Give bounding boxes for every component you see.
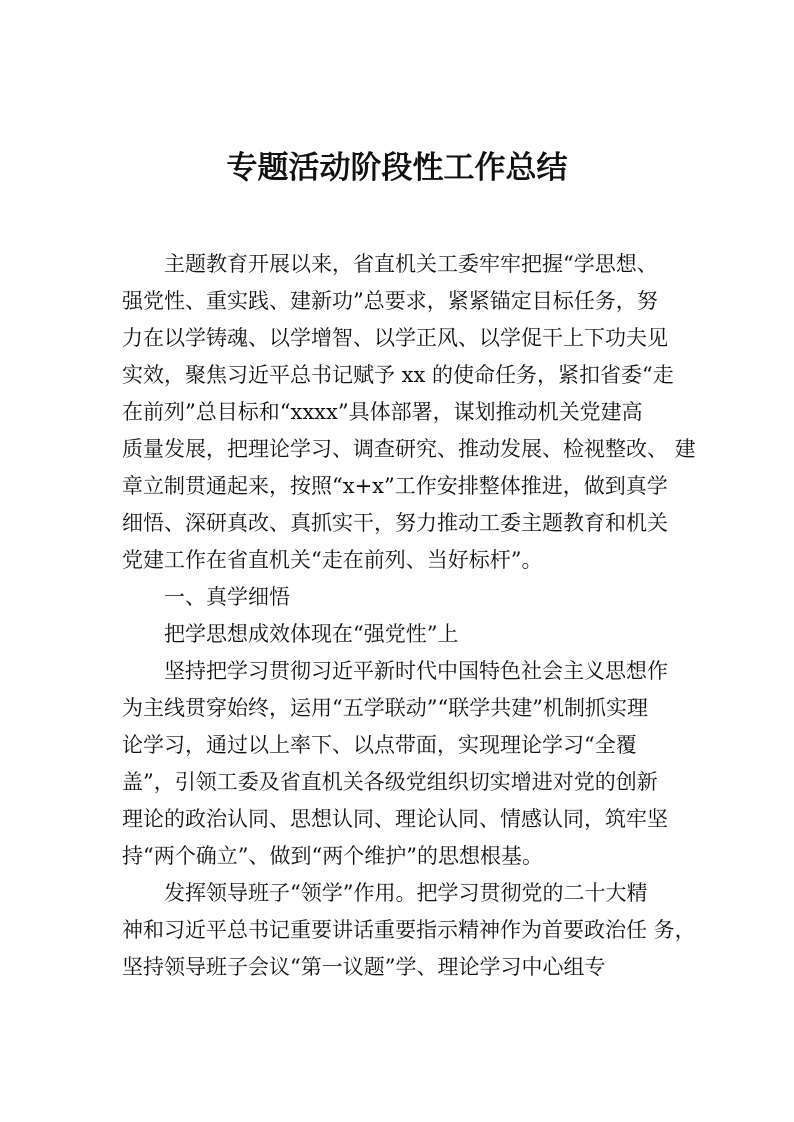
paragraph-line: 强党性、重实践、建新功”总要求，紧紧锚定目标任务，努 <box>122 289 658 313</box>
paragraph-line: 主题教育开展以来，省直机关工委牢牢把握“学思想、 <box>164 252 658 276</box>
paragraph-line: 为主线贯穿始终，运用“五学联动”“联学共建”机制抓实理 <box>122 696 648 720</box>
paragraph-line: 实效，聚焦习近平总书记赋予 xx 的使命任务，紧扣省委“走 <box>122 363 674 387</box>
paragraph-line: 章立制贯通起来，按照“x+x”工作安排整体推进，做到真学 <box>122 474 668 498</box>
section-heading: 一、真学细悟 <box>164 585 290 609</box>
paragraph-line: 坚持把学习贯彻习近平新时代中国特色社会主义思想作 <box>164 659 668 683</box>
paragraph-line: 细悟、深研真改、真抓实干，努力推动工委主题教育和机关 <box>122 511 668 535</box>
paragraph-line: 坚持领导班子会议“第一议题”学、理论学习中心组专 <box>122 955 606 979</box>
paragraph-line: 论学习，通过以上率下、以点带面，实现理论学习“全覆 <box>122 733 637 757</box>
paragraph-line: 党建工作在省直机关“走在前列、当好标杆”。 <box>122 548 543 572</box>
paragraph-line: 盖”，引领工委及省直机关各级党组织切实增进对党的创新 <box>122 770 658 794</box>
paragraph-line: 理论的政治认同、思想认同、理论认同、情感认同，筑牢坚 <box>122 807 668 831</box>
document-title: 专题活动阶段性工作总结 <box>226 150 568 186</box>
paragraph-line: 在前列”总目标和“xxxx”具体部署，谋划推动机关党建高 <box>122 400 643 424</box>
paragraph-line: 质量发展，把理论学习、调查研究、推动发展、检视整改、 建 <box>122 437 696 461</box>
paragraph-line: 力在以学铸魂、以学增智、以学正风、以学促干上下功夫见 <box>122 326 668 350</box>
paragraph-line: 持“两个确立”、做到“两个维护”的思想根基。 <box>122 844 543 868</box>
paragraph-line: 发挥领导班子“领学”作用。把学习贯彻党的二十大精 <box>164 881 648 905</box>
subsection-heading: 把学思想成效体现在“强党性”上 <box>164 622 459 646</box>
paragraph-line: 神和习近平总书记重要讲话重要指示精神作为首要政治任 务， <box>122 918 696 942</box>
